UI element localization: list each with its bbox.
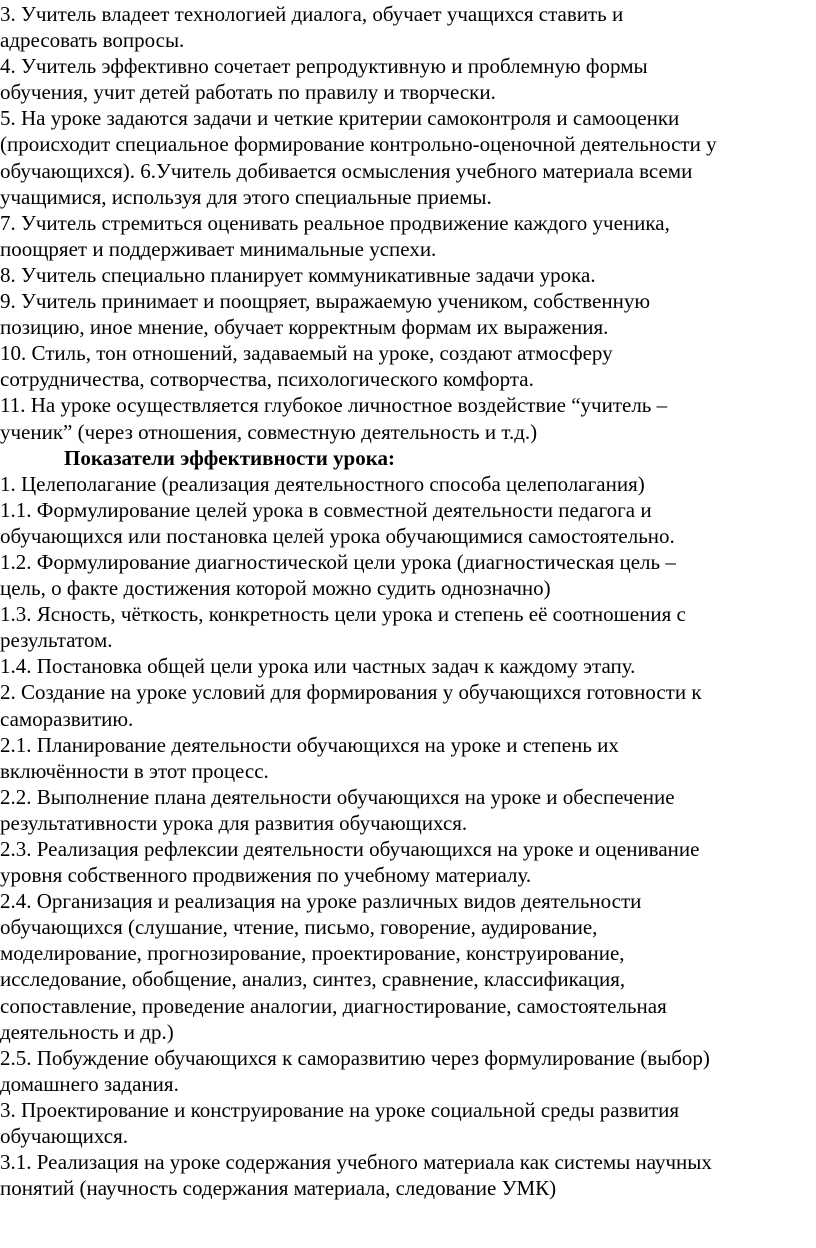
- text-line: 11. На уроке осуществляется глубокое личностное воздействие “учитель –: [0, 393, 668, 418]
- text-line: 1.3. Ясность, чёткость, конкретность цели урока и степень её соотношения с: [0, 602, 686, 627]
- text-line: включённости в этот процесс.: [0, 758, 269, 783]
- text-line: 3. Учитель владеет технологией диалога, обучает учащихся ставить и: [0, 2, 624, 26]
- text-line: позицию, иное мнение, обучает корректным формам их выражения.: [0, 315, 609, 340]
- text-line: адресовать вопросы.: [0, 28, 185, 53]
- indicators-list: [0, 471, 812, 1202]
- text-line: 1. Целеполагание (реализация деятельностного способа целеполагания): [0, 471, 645, 496]
- text-line: 3. Проектирование и конструирование на уроке социальной среды развития: [0, 1097, 680, 1122]
- text-line: 2.1. Планирование деятельности обучающихся на уроке и степень их: [0, 732, 619, 757]
- text-line: 2.5. Побуждение обучающихся к саморазвитию через формулирование (выбор): [0, 1045, 710, 1070]
- text-line: (происходит специальное формирование контрольно-оценочной деятельности у: [0, 132, 717, 157]
- text-line: 10. Стиль, тон отношений, задаваемый на уроке, создают атмосферу: [0, 341, 613, 366]
- text-line: 3.1. Реализация на уроке содержания учебного материала как системы научных: [0, 1150, 712, 1175]
- text-line: обучающихся). 6.Учитель добивается осмысления учебного материала всеми: [0, 158, 693, 183]
- text-line: 5. На уроке задаются задачи и четкие критерии самоконтроля и самооценки: [0, 106, 680, 131]
- text-line: поощряет и поддерживает минимальные успехи.: [0, 236, 437, 261]
- text-line: саморазвитию.: [0, 706, 134, 731]
- text-line: 2.3. Реализация рефлексии деятельности обучающихся на уроке и оценивание: [0, 837, 700, 861]
- text-line: учащимися, используя для этого специальные приемы.: [0, 184, 492, 209]
- text-line: результатом.: [0, 628, 113, 653]
- text-line: 1.2. Формулирование диагностической цели урока (диагностическая цель –: [0, 549, 676, 574]
- text-line: 2.4. Организация и реализация на уроке различных видов деятельности: [0, 889, 642, 914]
- text-line: 1.1. Формулирование целей урока в совместной деятельности педагога и: [0, 497, 652, 522]
- text-line: уровня собственного продвижения по учебному материалу.: [0, 863, 532, 888]
- section-heading: Показатели эффективности урока:: [64, 445, 396, 470]
- text-line: 8. Учитель специально планирует коммуникативные задачи урока.: [0, 262, 596, 287]
- text-line: результативности урока для развития обучающихся.: [0, 810, 468, 835]
- text-line: обучающихся (слушание, чтение, письмо, говорение, аудирование,: [0, 915, 598, 940]
- text-line: 2.2. Выполнение плана деятельности обучающихся на уроке и обеспечение: [0, 784, 675, 809]
- text-line: 7. Учитель стремиться оценивать реальное продвижение каждого ученика,: [0, 210, 670, 235]
- text-line: 2. Создание на уроке условий для формирования у обучающихся готовности к: [0, 680, 702, 705]
- text-line: обучающихся или постановка целей урока обучающимися самостоятельно.: [0, 523, 675, 548]
- text-line: обучающихся.: [0, 1124, 128, 1149]
- text-line: цель, о факте достижения которой можно судить однозначно): [0, 576, 551, 601]
- text-line: 4. Учитель эффективно сочетает репродуктивную и проблемную формы: [0, 54, 648, 79]
- text-line: ученик” (через отношения, совместную деятельность и т.д.): [0, 419, 538, 444]
- criteria-list: [0, 1, 812, 445]
- text-line: исследование, обобщение, анализ, синтез, сравнение, классификация,: [0, 967, 626, 992]
- text-line: понятий (научность содержания материала, следование УМК): [0, 1176, 557, 1201]
- text-line: сопоставление, проведение аналогии, диагностирование, самостоятельная: [0, 993, 667, 1018]
- text-line: 9. Учитель принимает и поощряет, выражаемую учеником, собственную: [0, 289, 651, 314]
- text-line: деятельность и др.): [0, 1019, 174, 1044]
- text-line: сотрудничества, сотворчества, психологического комфорта.: [0, 367, 534, 392]
- text-line: 1.4. Постановка общей цели урока или частных задач к каждому этапу.: [0, 654, 636, 679]
- text-line: моделирование, прогнозирование, проектирование, конструирование,: [0, 941, 625, 966]
- text-line: домашнего задания.: [0, 1071, 179, 1096]
- text-line: обучения, учит детей работать по правилу и творчески.: [0, 80, 496, 105]
